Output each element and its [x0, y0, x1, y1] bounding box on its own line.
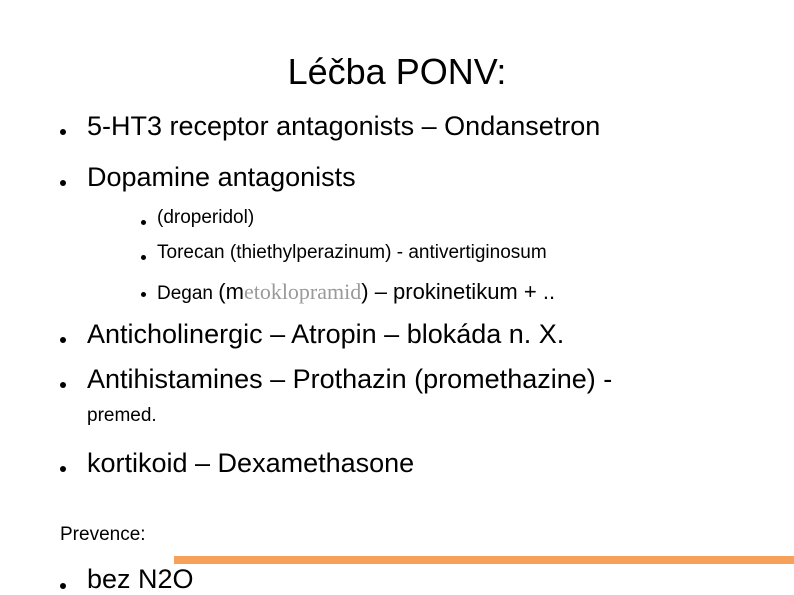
degan-drug-name: etoklopramid [243, 279, 362, 304]
list-item: bez N2O [87, 564, 194, 594]
degan-paren-close: ) [361, 279, 369, 304]
list-item: (droperidol) [157, 207, 255, 228]
degan-prefix: Degan [157, 283, 219, 304]
list-item-continuation: premed. [87, 405, 157, 426]
bullet-icon [60, 337, 66, 343]
bullet-icon [60, 180, 66, 186]
list-item: 5-HT3 receptor antagonists – Ondansetron [87, 111, 601, 141]
bullet-icon [60, 129, 66, 135]
bullet-icon [60, 583, 66, 589]
list-item: Antihistamines – Prothazin (promethazine) - [87, 364, 613, 394]
list-item-degan [157, 278, 555, 308]
bullet-icon [60, 466, 66, 472]
bullet-icon [141, 220, 146, 225]
bullet-icon [141, 292, 146, 297]
bullet-icon [60, 382, 66, 388]
prevence-label: Prevence: [60, 524, 146, 545]
degan-suffix: – prokinetikum + .. [368, 279, 556, 304]
degan-paren-open: (m [218, 279, 244, 304]
list-item: Dopamine antagonists [87, 162, 356, 192]
list-item: Torecan (thiethylperazinum) - antivertiginosum [157, 242, 547, 263]
accent-bar [174, 556, 794, 564]
bullet-icon [141, 255, 146, 260]
slide-title: Léčba PONV: [287, 51, 507, 92]
list-item: kortikoid – Dexamethasone [87, 448, 415, 478]
list-item: Anticholinergic – Atropin – blokáda n. X. [87, 319, 565, 349]
